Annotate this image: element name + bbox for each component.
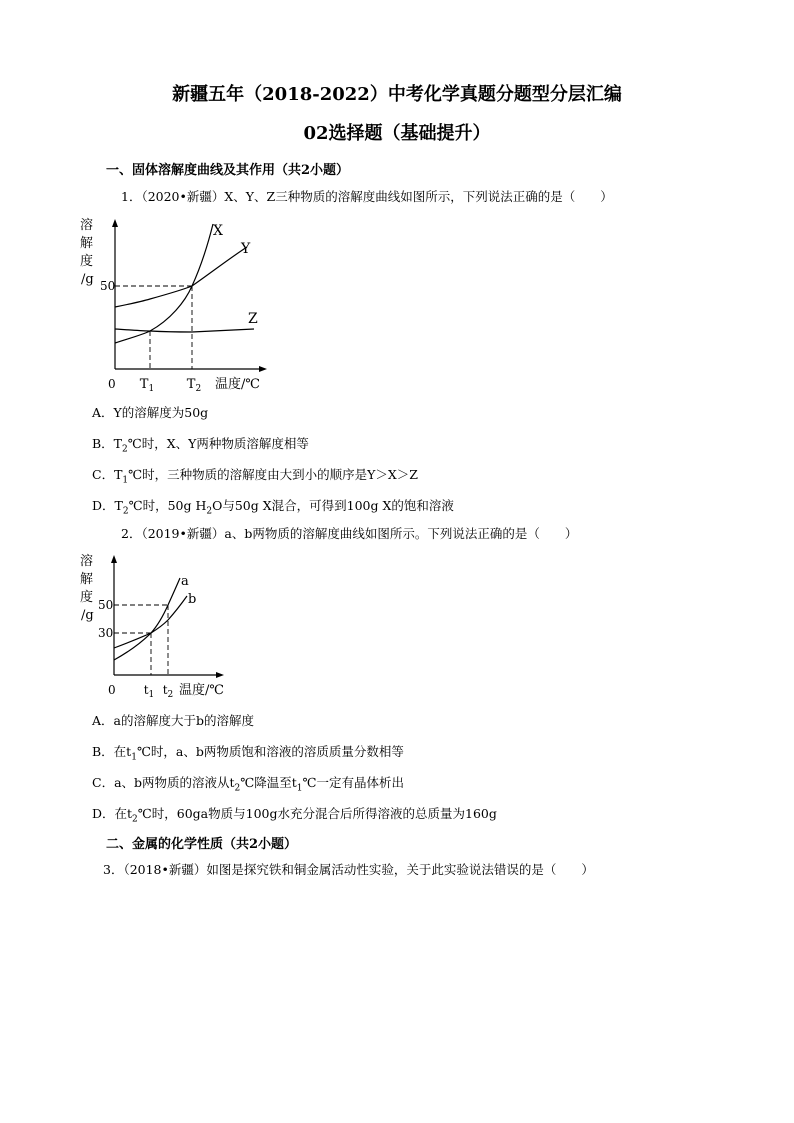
chart-2-tick-t1: $t_1$ xyxy=(143,683,155,700)
chart-2-xlabel: 温度/℃ xyxy=(179,683,224,698)
q1-option-b: B．$T_2℃$时，X、Y两种物质溶解度相等 xyxy=(92,436,309,455)
chart-1-tick-t2: $T_2$ xyxy=(186,377,202,394)
chart-2-series-b xyxy=(114,596,187,648)
chart-2-label-a: a xyxy=(181,574,189,589)
chart-1-label-y: Y xyxy=(241,241,251,257)
document-subtitle: 02选择题（基础提升） xyxy=(303,123,491,144)
svg-text:/g: /g xyxy=(81,272,94,287)
chart-1-label-x: X xyxy=(213,223,223,239)
svg-text:/g: /g xyxy=(81,608,94,623)
chart-1-xlabel: 温度/℃ xyxy=(215,377,260,392)
chart-2-y-arrow xyxy=(111,555,117,563)
section-heading-1: 一、固体溶解度曲线及其作用（共2小题） xyxy=(106,163,350,178)
q2-option-b: B．在$t_1℃$时，a、b两物质饱和溶液的溶质质量分数相等 xyxy=(92,744,404,763)
svg-text:解: 解 xyxy=(80,236,94,251)
chart-1-y-arrow xyxy=(112,219,118,227)
q1-option-d: D．$T_2℃$时，50g $H_2O$与50g X混合，可得到100g X的饱和溶液 xyxy=(92,498,454,517)
chart-1-origin: 0 xyxy=(108,377,116,391)
chart-1-tick-t1: $T_1$ xyxy=(139,377,155,394)
chart-2-tick-30: 30 xyxy=(98,626,114,640)
document-title: 新疆五年（2018-2022）中考化学真题分题型分层汇编 xyxy=(172,84,622,105)
chart-1-series-y xyxy=(115,247,247,307)
chart-1-tick-50: 50 xyxy=(100,279,116,293)
q2-option-d: D．在$t_2℃$时，60ga物质与100g水充分混合后所得溶液的总质量为160g xyxy=(92,806,497,825)
chart-1-ylabel xyxy=(80,217,94,287)
svg-text:溶: 溶 xyxy=(80,218,94,233)
chart-2-label-b: b xyxy=(188,592,197,607)
chart-2-x-arrow xyxy=(216,672,224,678)
chart-2-tick-50: 50 xyxy=(98,598,114,612)
svg-text:溶: 溶 xyxy=(80,554,94,569)
q1-option-c: C．$T_1℃$时，三种物质的溶解度由大到小的顺序是Y＞X＞Z xyxy=(92,467,418,486)
section-heading-2: 二、金属的化学性质（共2小题） xyxy=(106,837,298,852)
svg-text:度: 度 xyxy=(80,590,94,605)
chart-2-ylabel xyxy=(80,553,94,623)
chart-2-tick-t2: $t_2$ xyxy=(162,683,174,700)
chart-1-label-z: Z xyxy=(248,311,258,327)
question-2-stem: 2．（2019•新疆）a、b两物质的溶解度曲线如图所示。下列说法正确的是（ ） xyxy=(121,526,578,541)
svg-text:解: 解 xyxy=(80,572,94,587)
chart-1 xyxy=(70,212,280,397)
question-3-stem: 3．（2018•新疆）如图是探究铁和铜金属活动性实验，关于此实验说法错误的是（ ） xyxy=(103,862,594,877)
q1-option-a: A．Y的溶解度为50g xyxy=(92,405,209,420)
chart-2 xyxy=(70,548,245,703)
chart-1-series-x xyxy=(115,224,213,343)
q2-option-c: C．a、b两物质的溶液从$t_2℃$降温至$t_1℃$一定有晶体析出 xyxy=(92,775,405,794)
svg-text:度: 度 xyxy=(80,254,94,269)
chart-2-origin: 0 xyxy=(108,683,116,697)
q2-option-a: A．a的溶解度大于b的溶解度 xyxy=(92,713,254,728)
question-1-stem: 1．（2020•新疆）X、Y、Z三种物质的溶解度曲线如图所示，下列说法正确的是（ ） xyxy=(121,189,613,204)
chart-1-x-arrow xyxy=(259,366,267,372)
chart-1-series-z xyxy=(115,329,254,332)
chart-2-series-a xyxy=(114,578,180,660)
